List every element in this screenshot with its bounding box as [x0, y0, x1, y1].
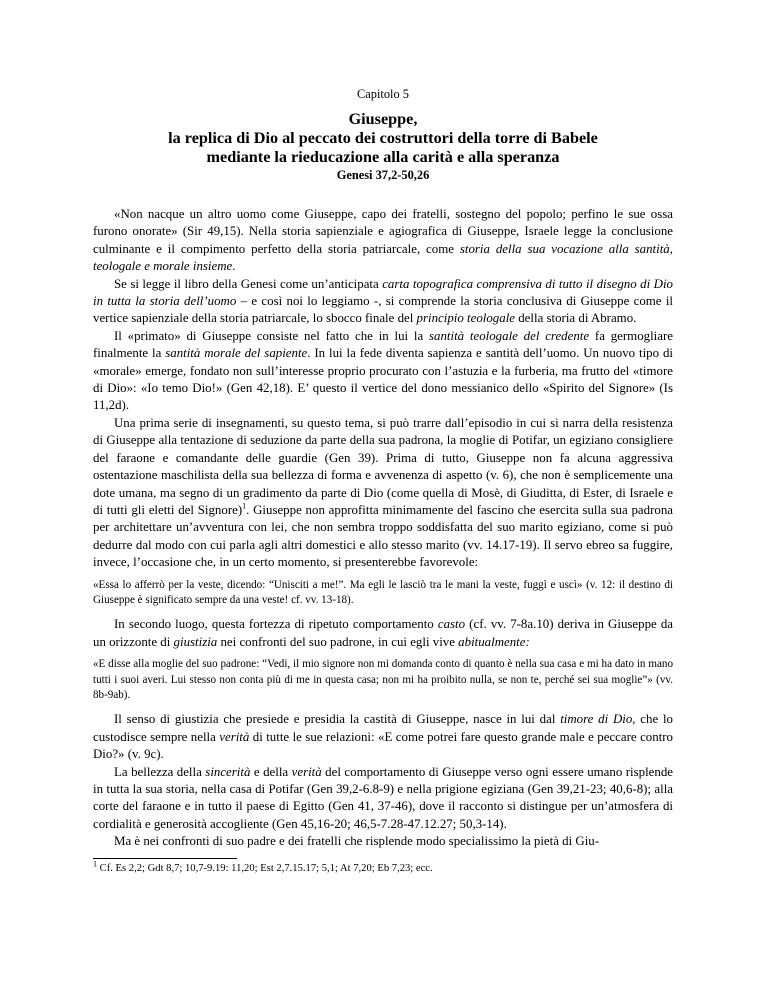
paragraph-6: Il senso di giustizia che presiede e presidia la castità di Giuseppe, nasce in lui dal timore di Dio, che lo custodisce sempre nella verità di tutte le sue relazioni: «E come potrei fare questo grande male e peccare contro Dio?» (v. 9c). [93, 712, 674, 762]
chapter-title-name: Giuseppe, [348, 110, 418, 128]
block-quote-1: «Essa lo afferrò per la veste, dicendo: “Unisciti a me!”. Ma egli le lasciò tra le mani la veste, fuggì e uscì» (v. 12: il destino di Giuseppe è significato sempre da una veste! cf. vv. 13-18). [93, 578, 673, 606]
paragraph-8: Ma è nei confronti di suo padre e dei fratelli che risplende modo specialissimo la pietà di Giu- [114, 834, 600, 849]
paragraph-2: Se si legge il libro della Genesi come un’anticipata carta topografica comprensiva di tutto il disegno di Dio in tutta la storia dell’uomo – e così noi lo leggiamo -, si comprende la storia conclusiva di Giuseppe come il vertice sapienziale della storia patriarcale, lo sbocco finale del principio teologale della storia di Abramo. [93, 276, 674, 326]
paragraph-5: In secondo luogo, questa fortezza di ripetuto comportamento casto (cf. vv. 7-8a.10) deriva in Giuseppe da un orizzonte di giustizia nei confronti del suo padrone, in cui egli vive abitualmente: [93, 617, 674, 649]
scripture-reference: Genesi 37,2-50,26 [336, 168, 430, 182]
paragraph-7: La bellezza della sincerità e della verità del comportamento di Giuseppe verso ogni essere umano risplende in tutta la sua storia, nella casa di Potifar (Gen 39,2-6.8-9) e nella prigione egiziana (Gen 39,21-23; 40,6-8); alla corte del faraone e in tutto il paese di Egitto (Gen 41, 37-46), dove il racconto si distingue per un’atmosfera di cordialità e generosità accogliente (Gen 45,16-20; 46,5-7.28-47.12.27; 50,3-14). [93, 764, 674, 831]
footnote-reference: 1 [242, 501, 247, 511]
paragraph-1: «Non nacque un altro uomo come Giuseppe, capo dei fratelli, sostegno del popolo; perfino le sue ossa furono onorate» (Sir 49,15). Nella storia sapienziale e agiografica di Giuseppe, Israele legge la conclusione culminante e il compimento perfetto della storia patriarcale, come storia della sua vocazione alla santità, teologale e morale insieme. [93, 207, 673, 274]
chapter-label: Capitolo 5 [357, 87, 409, 101]
document-page [93, 86, 673, 875]
paragraph-3: Il «primato» di Giuseppe consiste nel fatto che in lui la santità teologale del credente fa germogliare finalmente la santità morale del sapiente. In lui la fede diventa sapienza e santità dell’uomo. Un nuovo tipo di «morale» emerge, fondato non sull’interesse proprio procurato con l’astuzia e la furberia, ma frutto del «timore di Dio»: «Io temo Dio!» (Gen 42,18). E’ questo il vertice del dono messianico dello «Spirito del Signore» (Is 11,2d). [93, 328, 673, 413]
footnote: $^1$ Cf. Es 2,2; Gdt 8,7; 10,7-9.19: 11,20; Est 2,7.15.17; 5,1; At 7,20; Eb 7,23; ecc. [93, 859, 433, 874]
paragraph-4: Una prima serie di insegnamenti, su questo tema, si può trarre dall’episodio in cui si narra della resistenza di Giuseppe alla tentazione di seduzione da parte della sua padrona, la moglie di Potifar, un egiziano consigliere del faraone e comandante delle guardie (Gen 39). Prima di tutto, Giuseppe non fa alcuna aggressiva ostentazione maschilista della sua bellezza di forma e avvenenza di aspetto (v. 6), che non è semplicemente una dote umana, ma segno di un gradimento da parte di Dio (come quella di Mosè, di Giuditta, di Ester, di Israele e di tutti gli eletti del Signore)$^1$. Giuseppe non approfitta minimamente del fascino che esercita sulla sua padrona per architettare un’avventura con lei, che non sembra troppo soddisfatta del suo marito egiziano, come si può dedurre dal modo con cui parla agli altri domestici e allo stesso marito (vv. 14.17-19). Il servo ebreo sa fuggire, invece, l’occasione che, in un certo momento, si presenterebbe favorevole: [93, 415, 673, 570]
footnote-number: 1 [93, 859, 97, 869]
footnote-divider [93, 858, 237, 859]
chapter-title-line-3: mediante la rieducazione alla carità e alla speranza [206, 148, 560, 166]
block-quote-2: «E disse alla moglie del suo padrone: “Vedi, il mio signore non mi domanda conto di quanto è nella sua casa e mi ha dato in mano tutti i suoi averi. Lui stesso non conta più di me in questa casa; non mi ha proibito nulla, se non te, perché sei sua moglie”» (vv. 8b-9ab). [93, 658, 673, 701]
chapter-title-line-2: la replica di Dio al peccato dei costruttori della torre di Babele [168, 129, 598, 147]
